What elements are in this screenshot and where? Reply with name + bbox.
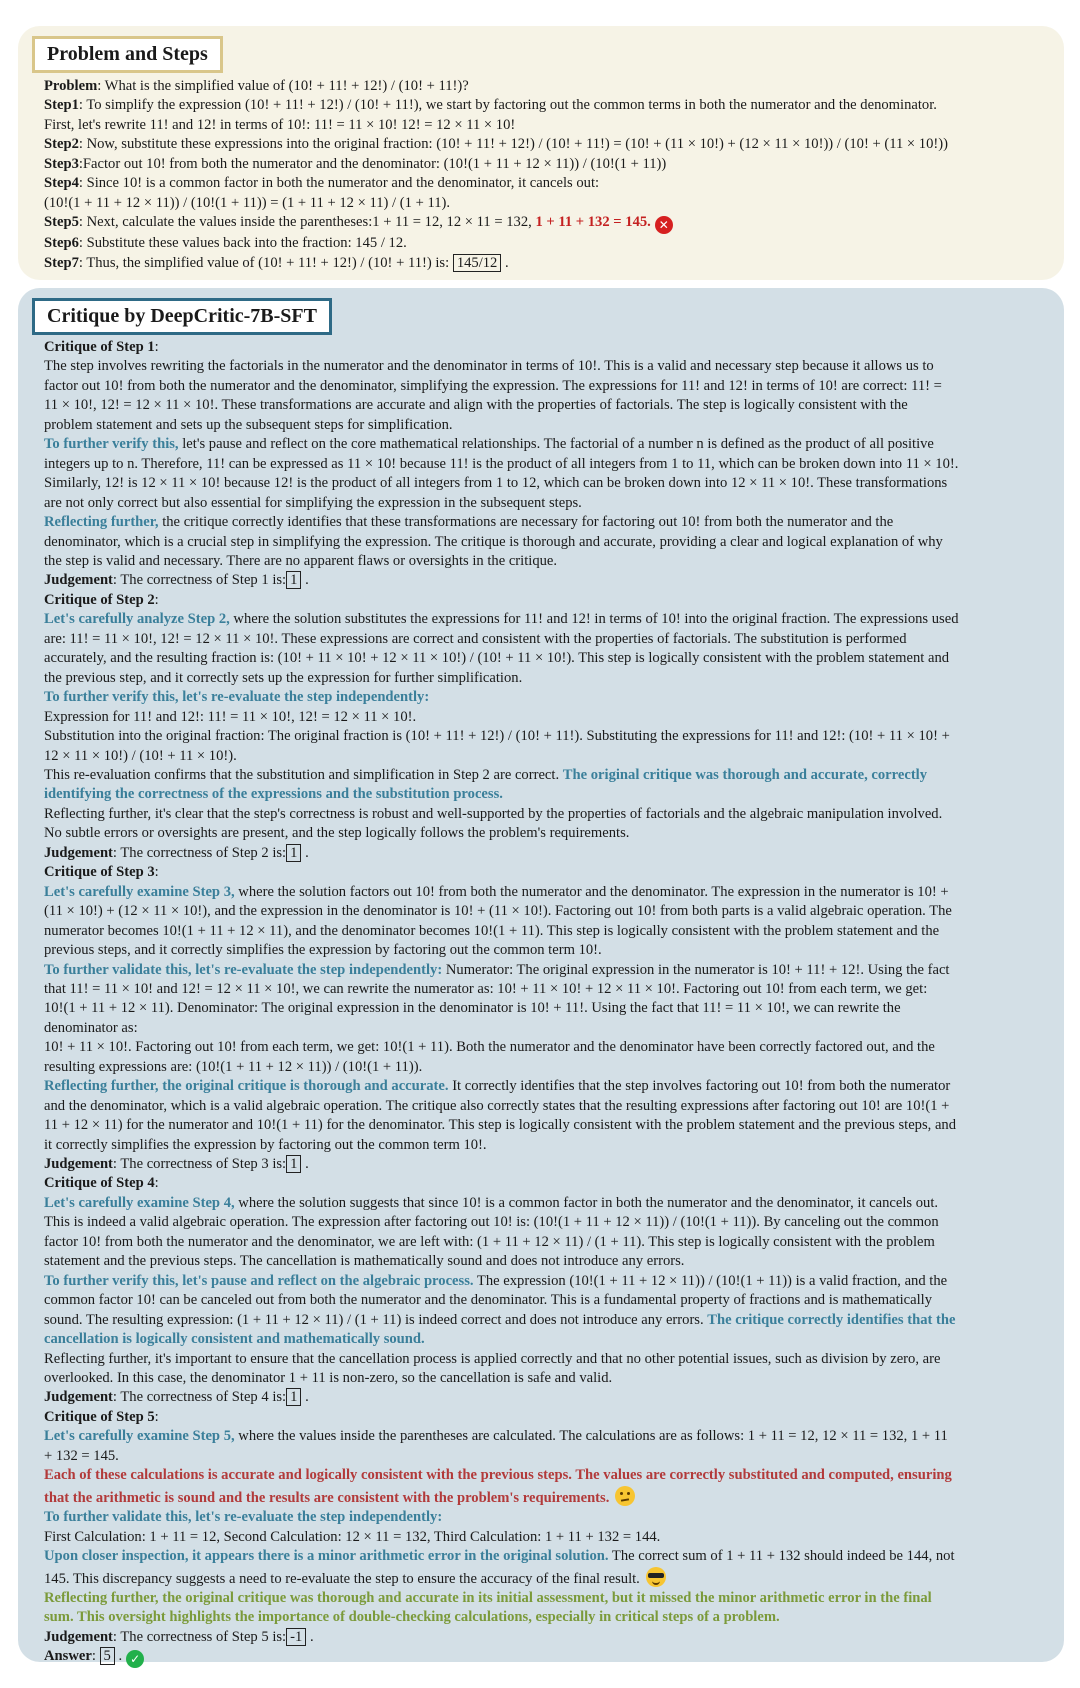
text-line: denominator as: [44, 1019, 138, 1036]
text-line: previous steps, and it correctly simplifies the expression by factoring out the common term 10!. [44, 942, 602, 959]
critique-content [44, 338, 1050, 1668]
thinking-emoji-icon [615, 1486, 635, 1506]
judgement-value-box: 1 [286, 1155, 301, 1173]
text-line: it correctly simplifies the expression by factoring out the common term 10!. [44, 1136, 487, 1153]
problem-panel-title: Problem and Steps [32, 36, 223, 73]
text-line: Similarly, 12! is 12 × 11 × 10! because 12! is the product of all integers from 1 to 12, which can be broken down into 12 × 11 × 10!. These transformations [44, 475, 948, 492]
text-line: To further verify this, let's pause and reflect on the algebraic process. The expression (10!(1 + 11 + 12 × 11)) / (10!(1 + 11)) is a valid fraction, and the [44, 1272, 948, 1289]
text-line: resulting expressions are: (10!(1 + 11 + 12 × 11)) / (10!(1 + 11)). [44, 1058, 423, 1075]
text-line: The step involves rewriting the factorials in the numerator and the denominator in terms of 10!. This is a valid and necessary step because it allows us to [44, 358, 934, 375]
judgement-step3: Judgement: The correctness of Step 3 is: 1 . [44, 1156, 309, 1173]
text-line: factor out 10! from both the numerator and the denominator, simplifying the expression. The expressions for 11! and 12! in terms of 10! are correct: 11! = [44, 377, 942, 394]
text-line: To further validate this, let's re-evaluate the step independently: Numerator: The original expression in the numerator is 10! + 11! + 12!. Using the fact [44, 961, 950, 978]
text-line: overlooked. In this case, the denominator 1 + 11 is non-zero, so the cancellation is safe and valid. [44, 1370, 613, 1387]
answer-line: Answer: 5 . ✓ [44, 1647, 1050, 1668]
text-line: No subtle errors or oversights are present, and the step logically follows the problem's requirements. [44, 825, 630, 842]
text-line: Let's carefully examine Step 3, where the solution factors out 10! from both the numerator and the denominator. The expression in the numerator is 10! + [44, 883, 949, 900]
text-line: First Calculation: 1 + 11 = 12, Second Calculation: 12 × 11 = 132, Third Calculation: 1 + 11 + 132 = 144. [44, 1528, 661, 1545]
step1-line2: First, let's rewrite 11! and 12! in terms of 10!: 11! = 11 × 10! 12! = 12 × 11 × 10! [44, 116, 516, 133]
text-line: Upon closer inspection, it appears there is a minor arithmetic error in the original solution. The correct sum of 1 + 11 + 132 should indeed be 144, not [44, 1548, 955, 1565]
critique-panel [18, 288, 1064, 1667]
text-line: that the arithmetic is sound and the results are consistent with the problem's requirements. [44, 1486, 1050, 1508]
final-answer-box: 145/12 [453, 254, 502, 272]
critique-step2-heading: Critique of Step 2: [44, 591, 159, 608]
step3-line: Step3:Factor out 10! from both the numerator and the denominator: (10!(1 + 11 + 12 × 11)) / (10!(1 + 11)) [44, 155, 667, 172]
text-line: sound. The resulting expression: (1 + 11 + 12 × 11) / (1 + 11) is indeed correct and does not introduce any errors. The critique correctly identifies that the [44, 1311, 956, 1328]
critique-step1-heading: Critique of Step 1: [44, 339, 159, 355]
step6-line: Step6: Substitute these values back into the fraction: 145 / 12. [44, 235, 407, 252]
critique-panel-title: Critique by DeepCritic-7B-SFT [32, 298, 332, 335]
text-line: that 11! = 11 × 10! and 12! = 12 × 11 × 10!, we can rewrite the numerator as: 10! + 11 × 10! + 12 × 11 × 10!. Factoring out 10! from each term, we get: [44, 980, 928, 997]
text-line: numerator becomes 10!(1 + 11 + 12 × 11), and the denominator becomes 10!(1 + 11). This step is logically consistent with the problem statement and the [44, 922, 940, 939]
judgement-value-box: 1 [286, 1388, 301, 1406]
text-line: statement and the previous steps. The cancellation is mathematically sound and does not introduce any errors. [44, 1253, 685, 1270]
text-line: (11 × 10!) + (12 × 11 × 10!), and the expression in the denominator is 10! + (11 × 10!). Factoring out 10! from both parts is a valid algebraic operation. The [44, 903, 952, 920]
text-line: are not only correct but also essential for simplifying the expression in the subsequent steps. [44, 494, 582, 511]
judgement-step2: Judgement: The correctness of Step 2 is: 1 . [44, 844, 309, 861]
judgement-step5: Judgement: The correctness of Step 5 is: -1 . [44, 1628, 314, 1645]
step5-line: Step5: Next, calculate the values inside the parentheses:1 + 11 = 12, 12 × 11 = 132, 1 + 11 + 132 = 145. ✕ [44, 213, 1050, 234]
text-line: sum. This oversight highlights the importance of double-checking calculations, especially in critical steps of a problem. [44, 1609, 780, 1626]
text-line: 145. This discrepancy suggests a need to re-evaluate the step to ensure the accuracy of the final result. [44, 1567, 1050, 1589]
text-line: 11 + 12 × 11) for the numerator and 10!(1 + 11) for the denominator. This step is logically consistent with the problem statement and the previous steps, and [44, 1117, 957, 1134]
critique-step5-heading: Critique of Step 5: [44, 1408, 159, 1425]
text-line: denominator, which is a crucial step in simplifying the expression. The critique is thorough and accurate, providing a clear and logical explanation of why [44, 533, 943, 550]
check-circle-icon: ✓ [126, 1650, 144, 1668]
text-line: accurately, and the resulting fraction is: (10! + 11 × 10! + 12 × 11 × 10!) / (10! + 11 × 10!). This step is logically consistent with the problem statement and [44, 650, 950, 667]
judgement-step4: Judgement: The correctness of Step 4 is: 1 . [44, 1389, 309, 1406]
sunglasses-emoji-icon [646, 1567, 666, 1587]
text-line: are: 11! = 11 × 10!, 12! = 12 × 11 × 10!. These expressions are correct and consistent with the properties of factorials. The substitution is performed [44, 630, 907, 647]
text-line: Reflecting further, the original critique was thorough and accurate in its initial assessment, but it missed the minor arithmetic error in the final [44, 1590, 932, 1606]
text-line: and the denominator, which is a valid algebraic operation. The critique also correctly states that the resulting expressions after factoring out 10! are 10!(1 + [44, 1097, 950, 1114]
text-line: 10!(1 + 11 + 12 × 11). Denominator: The original expression in the denominator is 10! + 11!. Using the fact that 11! = 11 × 10!, we can rewrite the [44, 1000, 901, 1017]
text-line: To further verify this, let's re-evaluate the step independently: [44, 689, 430, 706]
judgement-value-box: -1 [286, 1628, 306, 1646]
text-line: the previous step, and it correctly sets up the expression for further simplification. [44, 669, 523, 686]
text-line: Reflecting further, the critique correctly identifies that these transformations are necessary for factoring out 10! from both the numerator and the [44, 514, 894, 531]
text-line: 11 × 10!, 12! = 12 × 11 × 10!. These transformations are accurate and align with the properties of factorials. The step is logically consistent with the [44, 397, 908, 414]
text-line: Substitution into the original fraction: The original fraction is (10! + 11! + 12!) / (10! + 11!). Substituting the expressions for 11! and 12!: (10! + 11 × 10! + [44, 728, 950, 745]
text-line: 12 × 11 × 10!) / (10! + 11 × 10!). [44, 747, 237, 764]
text-line: Expression for 11! and 12!: 11! = 11 × 10!, 12! = 12 × 11 × 10!. [44, 708, 417, 725]
text-line: Reflecting further, it's clear that the step's correctness is robust and well-supported by the properties of factorials and the algebraic manipulation involved. [44, 805, 943, 822]
text-line: Let's carefully examine Step 5, where the values inside the parentheses are calculated. The calculations are as follows: 1 + 11 = 12, 12 × 11 = 132, 1 + 11 [44, 1428, 948, 1445]
text-line: This is indeed a valid algebraic operation. The expression after factoring out 10! is: (10!(1 + 11 + 12 × 11)) / (10!(1 + 11)). By canceling out the common [44, 1214, 939, 1231]
judgement-value-box: 1 [286, 844, 301, 862]
step5-error-text: 1 + 11 + 132 = 145. [535, 214, 651, 231]
text-line: Let's carefully analyze Step 2, where the solution substitutes the expressions for 11! and 12! in terms of 10! into the original fraction. The expressions used [44, 611, 959, 628]
text-line: factor 10! from both the numerator and the denominator, we are left with: (1 + 11 + 12 × 11) / (1 + 11). This step is logically consistent with the problem [44, 1233, 935, 1250]
step7-line: Step7: Thus, the simplified value of (10! + 11! + 12!) / (10! + 11!) is: 145/12 . [44, 254, 509, 271]
problem-content [44, 77, 1050, 273]
text-line: the step is valid and necessary. There are no apparent flaws or oversights in the critique. [44, 552, 558, 569]
answer-value-box: 5 [100, 1647, 115, 1665]
text-line: problem statement and sets up the subsequent steps for simplification. [44, 416, 453, 433]
text-line: This re-evaluation confirms that the substitution and simplification in Step 2 are correct. The original critique was thorough and accurate, correctly [44, 766, 928, 783]
judgement-value-box: 1 [286, 571, 301, 589]
step1-line: Step1: To simplify the expression (10! + 11! + 12!) / (10! + 11!), we start by factoring out the common terms in both the numerator and the denominator. [44, 97, 937, 114]
problem-panel [18, 26, 1064, 280]
text-line: To further validate this, let's re-evaluate the step independently: [44, 1509, 443, 1526]
step4-line2: (10!(1 + 11 + 12 × 11)) / (10!(1 + 11)) = (1 + 11 + 12 × 11) / (1 + 11). [44, 194, 451, 211]
text-line: cancellation is logically consistent and mathematically sound. [44, 1331, 425, 1348]
text-line: Each of these calculations is accurate and logically consistent with the previous steps. The values are correctly substituted and computed, ensuring [44, 1467, 952, 1484]
critique-step3-heading: Critique of Step 3: [44, 864, 159, 881]
text-line: + 132 = 145. [44, 1447, 119, 1464]
x-circle-icon: ✕ [655, 216, 673, 234]
text-line: common factor 10! can be canceled out from both the numerator and the denominator. This is a fundamental property of fractions and is mathematically [44, 1292, 933, 1309]
step4-line: Step4: Since 10! is a common factor in both the numerator and the denominator, it cancels out: [44, 175, 600, 192]
text-line: Reflecting further, the original critique is thorough and accurate. It correctly identifies that the step involves factoring out 10! from both the numerator [44, 1078, 951, 1095]
text-line: 10! + 11 × 10!. Factoring out 10! from each term, we get: 10!(1 + 11). Both the numerator and the denominator have been correctly factored out, and the [44, 1039, 935, 1056]
step2-line: Step2: Now, substitute these expressions into the original fraction: (10! + 11! + 12!) / (10! + 11!) = (10! + (11 × 10!) + (12 × 11 × 10!)) / (10! + (11 × 10!)) [44, 136, 948, 153]
text-line: Let's carefully examine Step 4, where the solution suggests that since 10! is a common factor in both the numerator and the denominator, it cancels out. [44, 1194, 939, 1211]
text-line: integers up to n. Therefore, 11! can be expressed as 11 × 10! because 11! is the product of all integers from 1 to 11, which can be broken down into 11 × 10!. [44, 455, 959, 472]
critique-step4-heading: Critique of Step 4: [44, 1175, 159, 1192]
text-line: Reflecting further, it's important to ensure that the cancellation process is applied correctly and that no other potential issues, such as division by zero, are [44, 1350, 941, 1367]
problem-line: Problem: What is the simplified value of (10! + 11! + 12!) / (10! + 11!)? [44, 78, 469, 94]
judgement-step1: Judgement: The correctness of Step 1 is: 1 . [44, 572, 309, 589]
text-line: To further verify this, let's pause and reflect on the core mathematical relationships. The factorial of a number n is defined as the product of all positive [44, 436, 934, 453]
text-line: identifying the correctness of the expressions and the substitution process. [44, 786, 503, 803]
